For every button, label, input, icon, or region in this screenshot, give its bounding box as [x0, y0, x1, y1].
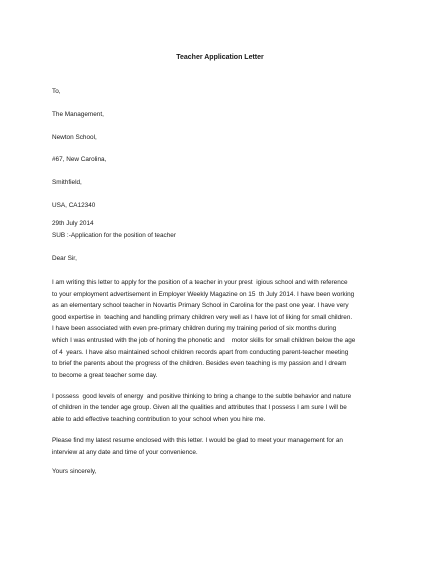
paragraph-line: to become a great teacher some day. [52, 371, 158, 379]
letter-title: Teacher Application Letter [176, 54, 264, 61]
paragraph-line: to your employment advertisement in Employer Weekly Magazine on 15 th July 2014. I have been working [52, 290, 355, 298]
paragraph-line: good expertise in teaching and handling primary children very well as I have lot of liking for small children. [52, 313, 353, 321]
closing: Yours sincerely, [52, 467, 97, 475]
address-line: USA, CA12340 [52, 201, 96, 209]
letter-date: 29th July 2014 [52, 219, 94, 227]
paragraph-line: of 4 years. I have also maintained school children records apart from conducting parent-teacher meeting [52, 348, 349, 356]
body-paragraph-2 [52, 391, 404, 426]
paragraph-line: able to add effective teaching contribution to your school when you hire me. [52, 416, 266, 424]
paragraph-line: Please find my latest resume enclosed with this letter. I would be glad to meet your management for an [52, 437, 343, 445]
recipient-address [52, 88, 404, 210]
letter-subject: SUB :-Application for the position of teacher [52, 231, 176, 239]
paragraph-line: interview at any date and time of your convenience. [52, 448, 198, 456]
address-line: The Management, [52, 110, 104, 118]
salutation: Dear Sir, [52, 254, 77, 262]
paragraph-line: I possess good levels of energy and positive thinking to bring a change to the subtle behavior and nature [52, 392, 352, 400]
paragraph-line: I am writing this letter to apply for the position of a teacher in your prest igious school and with reference [52, 278, 348, 286]
paragraph-line: as an elementary school teacher in Novartis Primary School in Carolina for the past one year. I have very [52, 302, 349, 310]
body-paragraph-3 [52, 435, 404, 458]
paragraph-line: which I was entrusted with the job of honing the phonetic and motor skills for small children below the age [52, 336, 356, 344]
paragraph-line: to brief the parents about the progress of the children. Besides even teaching is my passion and I dream [52, 360, 347, 368]
body-paragraph-1 [52, 277, 404, 381]
paragraph-line: I have been associated with even pre-primary children during my training period of six months during [52, 325, 337, 333]
address-line: To, [52, 88, 61, 95]
paragraph-line: of children in the tender age group. Given all the qualities and attributes that I possess I am sure I will be [52, 404, 347, 412]
address-line: Smithfield, [52, 179, 82, 187]
address-line: #67, New Carolina, [52, 156, 107, 164]
address-line: Newton School, [52, 133, 97, 141]
